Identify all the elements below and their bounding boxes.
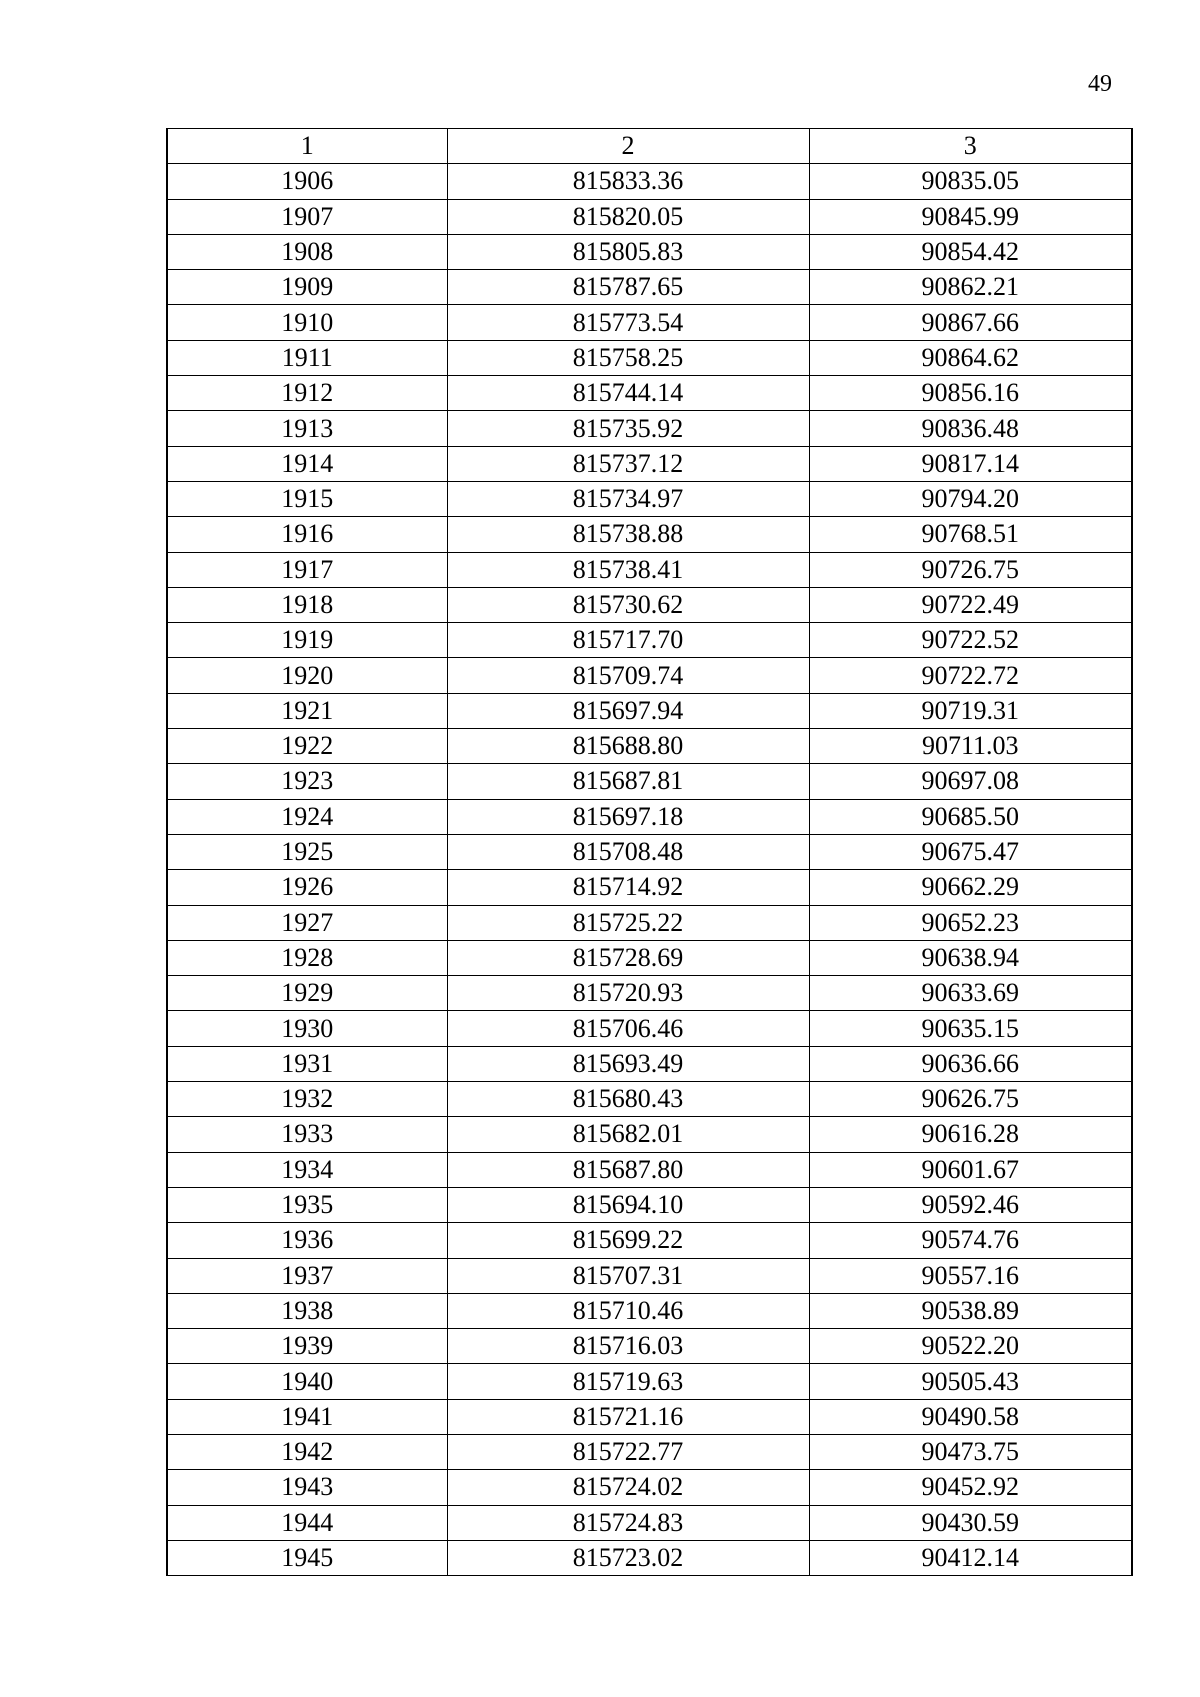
x-coordinate-cell: 815719.63	[447, 1364, 809, 1399]
y-coordinate-cell: 90522.20	[809, 1329, 1132, 1364]
y-coordinate-cell: 90505.43	[809, 1364, 1132, 1399]
y-coordinate-cell: 90592.46	[809, 1187, 1132, 1222]
table-row	[167, 1293, 1132, 1328]
table-row	[167, 587, 1132, 622]
x-coordinate-cell: 815708.48	[447, 834, 809, 869]
x-coordinate-cell: 815734.97	[447, 481, 809, 516]
page-number: 49	[1088, 71, 1112, 97]
y-coordinate-cell: 90836.48	[809, 411, 1132, 446]
x-coordinate-cell: 815758.25	[447, 340, 809, 375]
point-number-cell: 1921	[167, 693, 447, 728]
x-coordinate-cell: 815738.41	[447, 552, 809, 587]
header-row	[167, 129, 1132, 164]
y-coordinate-cell: 90652.23	[809, 905, 1132, 940]
table-row	[167, 1117, 1132, 1152]
header-cell-3: 3	[809, 129, 1132, 164]
x-coordinate-cell: 815697.94	[447, 693, 809, 728]
x-coordinate-cell: 815724.02	[447, 1470, 809, 1505]
table-row	[167, 1434, 1132, 1469]
table-row	[167, 1187, 1132, 1222]
x-coordinate-cell: 815730.62	[447, 587, 809, 622]
point-number-cell: 1907	[167, 199, 447, 234]
y-coordinate-cell: 90856.16	[809, 376, 1132, 411]
y-coordinate-cell: 90719.31	[809, 693, 1132, 728]
point-number-cell: 1943	[167, 1470, 447, 1505]
point-number-cell: 1945	[167, 1540, 447, 1575]
x-coordinate-cell: 815697.18	[447, 799, 809, 834]
point-number-cell: 1908	[167, 234, 447, 269]
point-number-cell: 1910	[167, 305, 447, 340]
y-coordinate-cell: 90722.72	[809, 658, 1132, 693]
y-coordinate-cell: 90862.21	[809, 270, 1132, 305]
point-number-cell: 1917	[167, 552, 447, 587]
point-number-cell: 1940	[167, 1364, 447, 1399]
y-coordinate-cell: 90675.47	[809, 834, 1132, 869]
y-coordinate-cell: 90867.66	[809, 305, 1132, 340]
table-row	[167, 1505, 1132, 1540]
point-number-cell: 1912	[167, 376, 447, 411]
x-coordinate-cell: 815773.54	[447, 305, 809, 340]
table-row	[167, 305, 1132, 340]
table-row	[167, 411, 1132, 446]
y-coordinate-cell: 90845.99	[809, 199, 1132, 234]
point-number-cell: 1923	[167, 764, 447, 799]
point-number-cell: 1931	[167, 1046, 447, 1081]
table-row	[167, 1470, 1132, 1505]
y-coordinate-cell: 90412.14	[809, 1540, 1132, 1575]
x-coordinate-cell: 815805.83	[447, 234, 809, 269]
table-row	[167, 481, 1132, 516]
x-coordinate-cell: 815682.01	[447, 1117, 809, 1152]
point-number-cell: 1913	[167, 411, 447, 446]
y-coordinate-cell: 90616.28	[809, 1117, 1132, 1152]
table-body	[167, 164, 1132, 1576]
table-row	[167, 1082, 1132, 1117]
x-coordinate-cell: 815744.14	[447, 376, 809, 411]
y-coordinate-cell: 90574.76	[809, 1223, 1132, 1258]
table-row	[167, 552, 1132, 587]
x-coordinate-cell: 815717.70	[447, 623, 809, 658]
y-coordinate-cell: 90662.29	[809, 870, 1132, 905]
x-coordinate-cell: 815710.46	[447, 1293, 809, 1328]
point-number-cell: 1934	[167, 1152, 447, 1187]
table-row	[167, 517, 1132, 552]
x-coordinate-cell: 815833.36	[447, 164, 809, 199]
x-coordinate-cell: 815699.22	[447, 1223, 809, 1258]
y-coordinate-cell: 90726.75	[809, 552, 1132, 587]
table-row	[167, 270, 1132, 305]
table-row	[167, 199, 1132, 234]
y-coordinate-cell: 90685.50	[809, 799, 1132, 834]
y-coordinate-cell: 90626.75	[809, 1082, 1132, 1117]
point-number-cell: 1911	[167, 340, 447, 375]
table-row	[167, 940, 1132, 975]
x-coordinate-cell: 815738.88	[447, 517, 809, 552]
table-row	[167, 799, 1132, 834]
x-coordinate-cell: 815693.49	[447, 1046, 809, 1081]
y-coordinate-cell: 90636.66	[809, 1046, 1132, 1081]
table-row	[167, 1540, 1132, 1575]
point-number-cell: 1933	[167, 1117, 447, 1152]
x-coordinate-cell: 815724.83	[447, 1505, 809, 1540]
x-coordinate-cell: 815725.22	[447, 905, 809, 940]
x-coordinate-cell: 815680.43	[447, 1082, 809, 1117]
point-number-cell: 1937	[167, 1258, 447, 1293]
table-row	[167, 1152, 1132, 1187]
table-row	[167, 834, 1132, 869]
y-coordinate-cell: 90473.75	[809, 1434, 1132, 1469]
table-row	[167, 446, 1132, 481]
table-row	[167, 1011, 1132, 1046]
point-number-cell: 1920	[167, 658, 447, 693]
table-row	[167, 1258, 1132, 1293]
y-coordinate-cell: 90835.05	[809, 164, 1132, 199]
table-row	[167, 376, 1132, 411]
point-number-cell: 1942	[167, 1434, 447, 1469]
x-coordinate-cell: 815787.65	[447, 270, 809, 305]
x-coordinate-cell: 815716.03	[447, 1329, 809, 1364]
table-row	[167, 905, 1132, 940]
y-coordinate-cell: 90794.20	[809, 481, 1132, 516]
table-row	[167, 164, 1132, 199]
point-number-cell: 1918	[167, 587, 447, 622]
y-coordinate-cell: 90633.69	[809, 976, 1132, 1011]
header-cell-2: 2	[447, 129, 809, 164]
y-coordinate-cell: 90638.94	[809, 940, 1132, 975]
x-coordinate-cell: 815709.74	[447, 658, 809, 693]
point-number-cell: 1926	[167, 870, 447, 905]
y-coordinate-cell: 90452.92	[809, 1470, 1132, 1505]
table-row	[167, 1329, 1132, 1364]
y-coordinate-cell: 90430.59	[809, 1505, 1132, 1540]
y-coordinate-cell: 90635.15	[809, 1011, 1132, 1046]
point-number-cell: 1935	[167, 1187, 447, 1222]
x-coordinate-cell: 815737.12	[447, 446, 809, 481]
point-number-cell: 1922	[167, 729, 447, 764]
point-number-cell: 1938	[167, 1293, 447, 1328]
x-coordinate-cell: 815694.10	[447, 1187, 809, 1222]
point-number-cell: 1909	[167, 270, 447, 305]
y-coordinate-cell: 90601.67	[809, 1152, 1132, 1187]
table-row	[167, 976, 1132, 1011]
y-coordinate-cell: 90557.16	[809, 1258, 1132, 1293]
point-number-cell: 1915	[167, 481, 447, 516]
table-row	[167, 340, 1132, 375]
table-row	[167, 1223, 1132, 1258]
y-coordinate-cell: 90490.58	[809, 1399, 1132, 1434]
y-coordinate-cell: 90697.08	[809, 764, 1132, 799]
x-coordinate-cell: 815687.80	[447, 1152, 809, 1187]
y-coordinate-cell: 90768.51	[809, 517, 1132, 552]
point-number-cell: 1936	[167, 1223, 447, 1258]
x-coordinate-cell: 815687.81	[447, 764, 809, 799]
x-coordinate-cell: 815728.69	[447, 940, 809, 975]
table-row	[167, 623, 1132, 658]
x-coordinate-cell: 815820.05	[447, 199, 809, 234]
header-cell-1: 1	[167, 129, 447, 164]
point-number-cell: 1925	[167, 834, 447, 869]
table-row	[167, 1399, 1132, 1434]
y-coordinate-cell: 90711.03	[809, 729, 1132, 764]
table-row	[167, 729, 1132, 764]
table-row	[167, 1364, 1132, 1399]
point-number-cell: 1929	[167, 976, 447, 1011]
point-number-cell: 1927	[167, 905, 447, 940]
point-number-cell: 1941	[167, 1399, 447, 1434]
point-number-cell: 1930	[167, 1011, 447, 1046]
y-coordinate-cell: 90864.62	[809, 340, 1132, 375]
x-coordinate-cell: 815723.02	[447, 1540, 809, 1575]
table-row	[167, 1046, 1132, 1081]
point-number-cell: 1932	[167, 1082, 447, 1117]
y-coordinate-cell: 90854.42	[809, 234, 1132, 269]
x-coordinate-cell: 815706.46	[447, 1011, 809, 1046]
point-number-cell: 1919	[167, 623, 447, 658]
table-header	[167, 129, 1132, 164]
point-number-cell: 1944	[167, 1505, 447, 1540]
y-coordinate-cell: 90722.52	[809, 623, 1132, 658]
y-coordinate-cell: 90538.89	[809, 1293, 1132, 1328]
table-row	[167, 658, 1132, 693]
x-coordinate-cell: 815722.77	[447, 1434, 809, 1469]
point-number-cell: 1939	[167, 1329, 447, 1364]
x-coordinate-cell: 815688.80	[447, 729, 809, 764]
x-coordinate-cell: 815707.31	[447, 1258, 809, 1293]
y-coordinate-cell: 90817.14	[809, 446, 1132, 481]
y-coordinate-cell: 90722.49	[809, 587, 1132, 622]
table-row	[167, 764, 1132, 799]
table-row	[167, 234, 1132, 269]
point-number-cell: 1928	[167, 940, 447, 975]
x-coordinate-cell: 815714.92	[447, 870, 809, 905]
point-number-cell: 1914	[167, 446, 447, 481]
x-coordinate-cell: 815720.93	[447, 976, 809, 1011]
point-number-cell: 1924	[167, 799, 447, 834]
point-number-cell: 1906	[167, 164, 447, 199]
table-row	[167, 870, 1132, 905]
x-coordinate-cell: 815735.92	[447, 411, 809, 446]
x-coordinate-cell: 815721.16	[447, 1399, 809, 1434]
coordinates-table	[166, 128, 1133, 1576]
point-number-cell: 1916	[167, 517, 447, 552]
table-row	[167, 693, 1132, 728]
